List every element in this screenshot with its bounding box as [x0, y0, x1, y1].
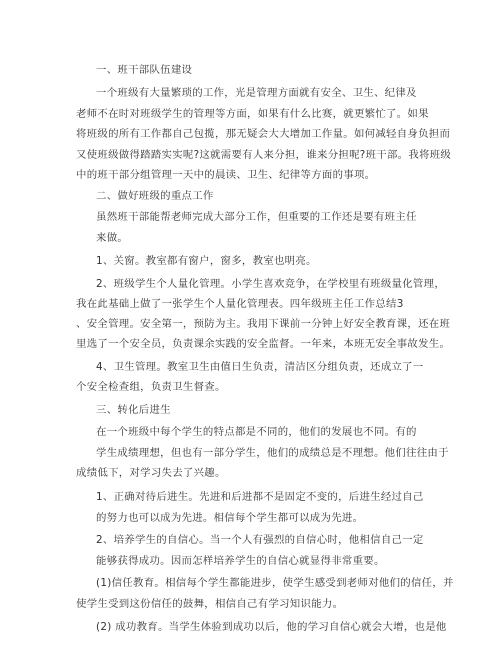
section-heading: 三、转化后进生	[96, 404, 171, 416]
paragraph-line: 成绩低下，对学习失去了兴趣。	[76, 467, 226, 479]
paragraph-line: 来做。	[96, 232, 129, 244]
paragraph-line: 一个班级有大量繁琐的工作，光是管理方面就有安全、卫生、纪律及	[96, 87, 417, 99]
section-heading: 一、班干部队伍建设	[96, 64, 193, 76]
paragraph-line: 在一个班级中每个学生的特点都是不同的，他们的发展也不同。有的	[96, 426, 417, 438]
paragraph-line: 的努力也可以成为先进。相信每个学生都可以成为先进。	[96, 512, 364, 524]
paragraph-line: (1)信任教育。相信每个学生都能进步，使学生感受到老师对他们的信任，并	[96, 577, 454, 589]
paragraph-line: 学生成绩理想，但也有一部分学生，他们的成绩总是不理想。他们往往由于	[96, 447, 449, 459]
paragraph-line: (2) 成功教育。当学生体验到成功以后，他的学习自信心就会大增，也是他	[96, 621, 447, 633]
paragraph-line: 我在此基础上做了一张学生个人量化管理表。四年级班主任工作总结3	[76, 298, 404, 310]
paragraph-line: 使学生受到这份信任的鼓舞，相信自己有学习知识能力。	[76, 598, 344, 610]
paragraph-line: 中的班干部分组管理一天中的晨读、卫生、纪律等方面的事项。	[76, 169, 376, 181]
paragraph-line: 1、正确对待后进生。先进和后进都不是固定不变的，后进生经过自己	[96, 491, 424, 503]
section-heading: 二、做好班级的重点工作	[96, 190, 214, 202]
paragraph-line: 个安全检查组，负责卫生督查。	[76, 381, 226, 393]
paragraph-line: 、安全管理。安全第一，预防为主。我用下课前一分钟上好安全教育课，还在班	[76, 318, 451, 330]
paragraph-line: 2、班级学生个人量化管理。小学生喜欢竞争，在学校里有班级量化管理，	[96, 278, 446, 290]
paragraph-line: 将班级的所有工作都自己包揽，那无疑会大大增加工作量。如何减轻自身负担而	[76, 128, 451, 140]
paragraph-line: 里选了一个安全员，负责课余实践的安全监督。一年来，本班无安全事故发生。	[76, 338, 451, 350]
paragraph-line: 2、培养学生的自信心。当一个人有强烈的自信心时，他相信自己一定	[96, 534, 424, 546]
paragraph-line: 虽然班干部能帮老师完成大部分工作，但重要的工作还是要有班主任	[96, 211, 417, 223]
paragraph-line: 1、关窗。教室都有窗户，窗多，教室也明亮。	[96, 255, 317, 267]
paragraph-line: 又使班级做得踏踏实实呢?这就需要有人来分担，谁来分担呢?班干部。我将班级	[76, 149, 452, 161]
paragraph-line: 4、卫生管理。教室卫生由值日生负责，清洁区分组负责，还成立了一	[96, 361, 424, 373]
paragraph-line: 老师不在时对班级学生的管理等方面，如果有什么比赛，就更繁忙了。如果	[76, 108, 429, 120]
paragraph-line: 能够获得成功。因而怎样培养学生的自信心就显得非常重要。	[96, 555, 385, 567]
